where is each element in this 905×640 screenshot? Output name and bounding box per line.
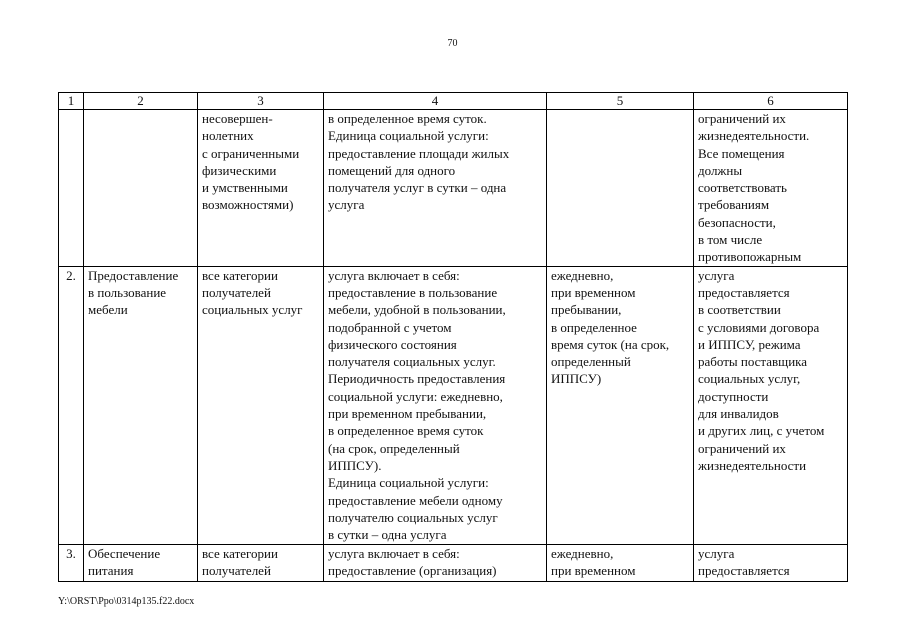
cell-text-line: социальных услуг, xyxy=(698,371,801,387)
cell-text-line: в соответствии xyxy=(698,302,781,318)
cell-text-line: получателю социальных услуг xyxy=(328,509,498,525)
service-description-cell xyxy=(324,266,547,544)
cell-text-line: получателей xyxy=(202,284,271,300)
cell-text-line: ежедневно, xyxy=(551,545,614,561)
cell-text-line: и умственными xyxy=(202,180,288,196)
cell-text-line: противопожарным xyxy=(698,249,802,265)
cell-text-line: ограничений их xyxy=(698,440,786,456)
service-name-cell xyxy=(84,266,198,544)
cell-text-line: физическими xyxy=(202,162,277,178)
cell-text-line: ежедневно, xyxy=(551,267,614,283)
cell-text-line: услуга xyxy=(698,267,735,283)
cell-text-line: предоставление в пользование xyxy=(328,284,498,300)
cell-text-line: нолетних xyxy=(202,128,254,144)
service-conditions-cell xyxy=(694,110,848,267)
column-header: 5 xyxy=(547,93,694,110)
cell-text-line: при временном xyxy=(551,562,636,578)
cell-text-line: мебели xyxy=(88,302,128,318)
cell-text-line: в определенное время суток xyxy=(328,423,484,439)
column-header: 1 xyxy=(59,93,84,110)
service-description-cell xyxy=(324,110,547,267)
cell-text-line: жизнедеятельности. xyxy=(698,128,810,144)
cell-text-line: все категории xyxy=(202,267,278,283)
cell-text-line: возможностями) xyxy=(202,197,294,213)
table-row xyxy=(59,544,848,581)
cell-text-line: соответствовать xyxy=(698,180,787,196)
service-timing-cell xyxy=(547,110,694,267)
cell-text-line: с условиями договора xyxy=(698,319,820,335)
cell-text-line: ИППСУ) xyxy=(551,371,602,387)
cell-text-line: в пользование xyxy=(88,284,167,300)
cell-text-line: все категории xyxy=(202,545,278,561)
cell-text-line: в том числе xyxy=(698,232,763,248)
cell-text-line: услуга включает в себя: xyxy=(328,545,460,561)
service-conditions-cell xyxy=(694,544,848,581)
cell-text-line: и ИППСУ, режима xyxy=(698,336,801,352)
cell-text-line: социальной услуги: ежедневно, xyxy=(328,388,503,404)
cell-text-line: требованиям xyxy=(698,197,770,213)
cell-text-line: и других лиц, с учетом xyxy=(698,423,825,439)
service-timing-cell xyxy=(547,544,694,581)
cell-text-line: в определенное xyxy=(551,319,637,335)
cell-text-line: определенный xyxy=(551,354,631,370)
recipients-cell xyxy=(198,544,324,581)
cell-text-line: при временном xyxy=(551,284,636,300)
row-number-cell: 2. xyxy=(59,266,84,544)
cell-text-line: получателей xyxy=(202,562,271,578)
row-number-cell: 3. xyxy=(59,544,84,581)
cell-text-line: получателя социальных услуг. xyxy=(328,354,496,370)
cell-text-line: Обеспечение xyxy=(88,545,161,561)
services-table xyxy=(58,92,848,582)
cell-text-line: с ограниченными xyxy=(202,145,300,161)
cell-text-line: Все помещения xyxy=(698,145,785,161)
service-name-cell xyxy=(84,544,198,581)
cell-text-line: предоставление мебели одному xyxy=(328,492,503,508)
cell-text-line: предоставление (организация) xyxy=(328,562,497,578)
cell-text-line: Предоставление xyxy=(88,267,179,283)
table-header-row xyxy=(59,93,848,110)
table-row xyxy=(59,266,848,544)
cell-text-line: Единица социальной услуги: xyxy=(328,475,489,491)
cell-text-line: жизнедеятельности xyxy=(698,457,807,473)
cell-text-line: в определенное время суток. xyxy=(328,111,487,126)
column-header: 2 xyxy=(84,93,198,110)
service-timing-cell xyxy=(547,266,694,544)
cell-text-line: должны xyxy=(698,162,743,178)
cell-text-line: услуга включает в себя: xyxy=(328,267,460,283)
cell-text-line: подобранной с учетом xyxy=(328,319,452,335)
cell-text-line: (на срок, определенный xyxy=(328,440,460,456)
cell-text-line: питания xyxy=(88,562,134,578)
cell-text-line: ограничений их xyxy=(698,111,786,126)
cell-text-line: несовершен- xyxy=(202,111,273,126)
cell-text-line: Единица социальной услуги: xyxy=(328,128,489,144)
column-header: 6 xyxy=(694,93,848,110)
cell-text-line: физического состояния xyxy=(328,336,457,352)
row-number-cell xyxy=(59,110,84,267)
cell-text-line: время суток (на срок, xyxy=(551,336,670,352)
cell-text-line: при временном пребывании, xyxy=(328,406,487,422)
cell-text-line: получателя услуг в сутки – одна xyxy=(328,180,507,196)
table-row xyxy=(59,110,848,267)
recipients-cell xyxy=(198,110,324,267)
service-conditions-cell xyxy=(694,266,848,544)
cell-text-line: предоставление площади жилых xyxy=(328,145,510,161)
cell-text-line: помещений для одного xyxy=(328,162,456,178)
cell-text-line: социальных услуг xyxy=(202,302,303,318)
cell-text-line: Периодичность предоставления xyxy=(328,371,506,387)
cell-text-line: доступности xyxy=(698,388,769,404)
cell-text-line: пребывании, xyxy=(551,302,622,318)
column-header: 4 xyxy=(324,93,547,110)
service-description-cell xyxy=(324,544,547,581)
cell-text-line: услуга xyxy=(328,197,365,213)
cell-text-line: ИППСУ). xyxy=(328,457,382,473)
cell-text-line: для инвалидов xyxy=(698,406,779,422)
column-header: 3 xyxy=(198,93,324,110)
cell-text-line: работы поставщика xyxy=(698,354,808,370)
recipients-cell xyxy=(198,266,324,544)
cell-text-line: услуга xyxy=(698,545,735,561)
page-number: 70 xyxy=(447,38,458,49)
service-name-cell xyxy=(84,110,198,267)
file-path-footer: Y:\ORST\Ppo\0314p135.f22.docx xyxy=(58,596,195,607)
cell-text-line: предоставляется xyxy=(698,562,790,578)
cell-text-line: в сутки – одна услуга xyxy=(328,527,447,543)
cell-text-line: безопасности, xyxy=(698,214,776,230)
cell-text-line: мебели, удобной в пользовании, xyxy=(328,302,506,318)
cell-text-line: предоставляется xyxy=(698,284,790,300)
